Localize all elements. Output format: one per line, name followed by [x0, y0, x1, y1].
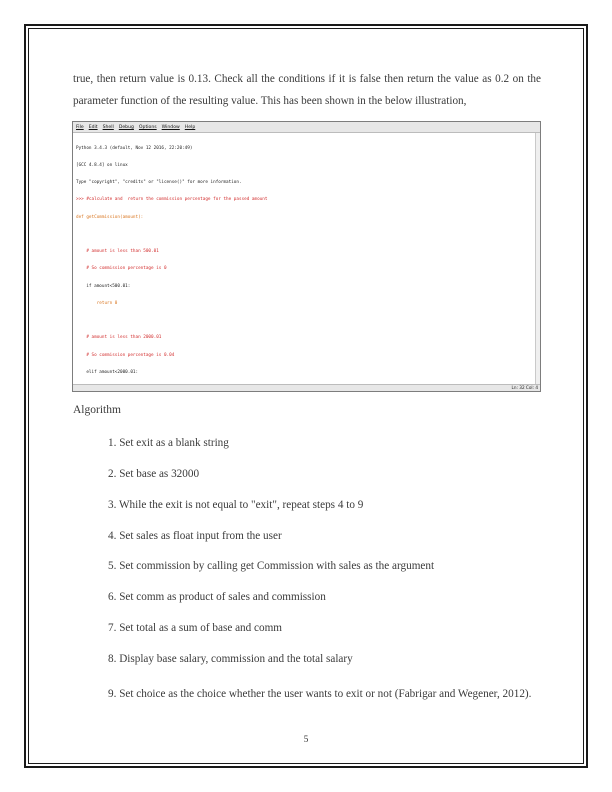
code-line: # So commission percentage is 0.04 — [76, 352, 175, 358]
vertical-scrollbar[interactable] — [535, 133, 540, 384]
code-line: def getCommission(amount): — [76, 214, 144, 220]
code-line — [76, 232, 533, 238]
algorithm-step: 2. Set base as 32000 — [108, 468, 200, 480]
code-line: >>> #calculate and return the commission percentage for the passed amount — [76, 197, 268, 203]
menu-shell[interactable]: Shell — [102, 124, 114, 130]
algorithm-step: 6. Set comm as product of sales and commission — [108, 591, 326, 603]
code-line: [GCC 4.8.4] on linux — [76, 162, 128, 168]
menu-debug[interactable]: Debug — [118, 124, 134, 130]
menu-options[interactable]: Options — [138, 124, 157, 130]
code-line: # So commission percentage is 0 — [76, 266, 167, 272]
algorithm-step: 5. Set commission by calling get Commission with sales as the argument — [108, 560, 435, 572]
algorithm-heading: Algorithm — [73, 404, 121, 416]
algorithm-step: 4. Set sales as float input from the user — [108, 530, 282, 542]
algorithm-step: 9. Set choice as the choice whether the user wants to exit or not (Fabrigar and Wegener, 2012). — [108, 688, 532, 700]
code-line: Type "copyright", "credits" or "license()" for more information. — [76, 180, 242, 185]
idle-shell-text[interactable] — [73, 133, 536, 384]
idle-menubar — [73, 122, 540, 133]
code-line: # amount is less than 500.01 — [76, 249, 159, 254]
menu-help[interactable]: Help — [184, 124, 196, 130]
menu-window[interactable]: Window — [161, 124, 180, 130]
code-line: # amount is less than 2000.01 — [76, 335, 162, 341]
code-line: elif amount<2000.01: — [76, 369, 139, 375]
code-line: if amount<500.01: — [76, 283, 131, 289]
algorithm-step: 7. Set total as a sum of base and comm — [108, 622, 282, 634]
algorithm-step: 1. Set exit as a blank string — [108, 437, 229, 449]
code-line — [76, 318, 533, 324]
algorithm-step: 8. Display base salary, commission and the total salary — [108, 653, 353, 665]
status-bar: Ln: 32 Col: 4 — [73, 384, 540, 391]
code-line: return 0 — [76, 300, 118, 306]
page-number: 5 — [303, 735, 309, 745]
algorithm-step: 3. While the exit is not equal to "exit", repeat steps 4 to 9 — [108, 499, 364, 511]
code-line: Python 3.4.3 (default, Nov 12 2016, 22:20:49) — [76, 145, 193, 151]
idle-shell-window — [72, 121, 541, 392]
intro-paragraph: true, then return value is 0.13. Check all the conditions if it is false then return the value as 0.2 on the parameter function of the resulting value. This has been shown in the below illustration, — [73, 73, 541, 107]
menu-file[interactable]: File — [76, 124, 84, 130]
menu-edit[interactable]: Edit — [88, 124, 98, 130]
